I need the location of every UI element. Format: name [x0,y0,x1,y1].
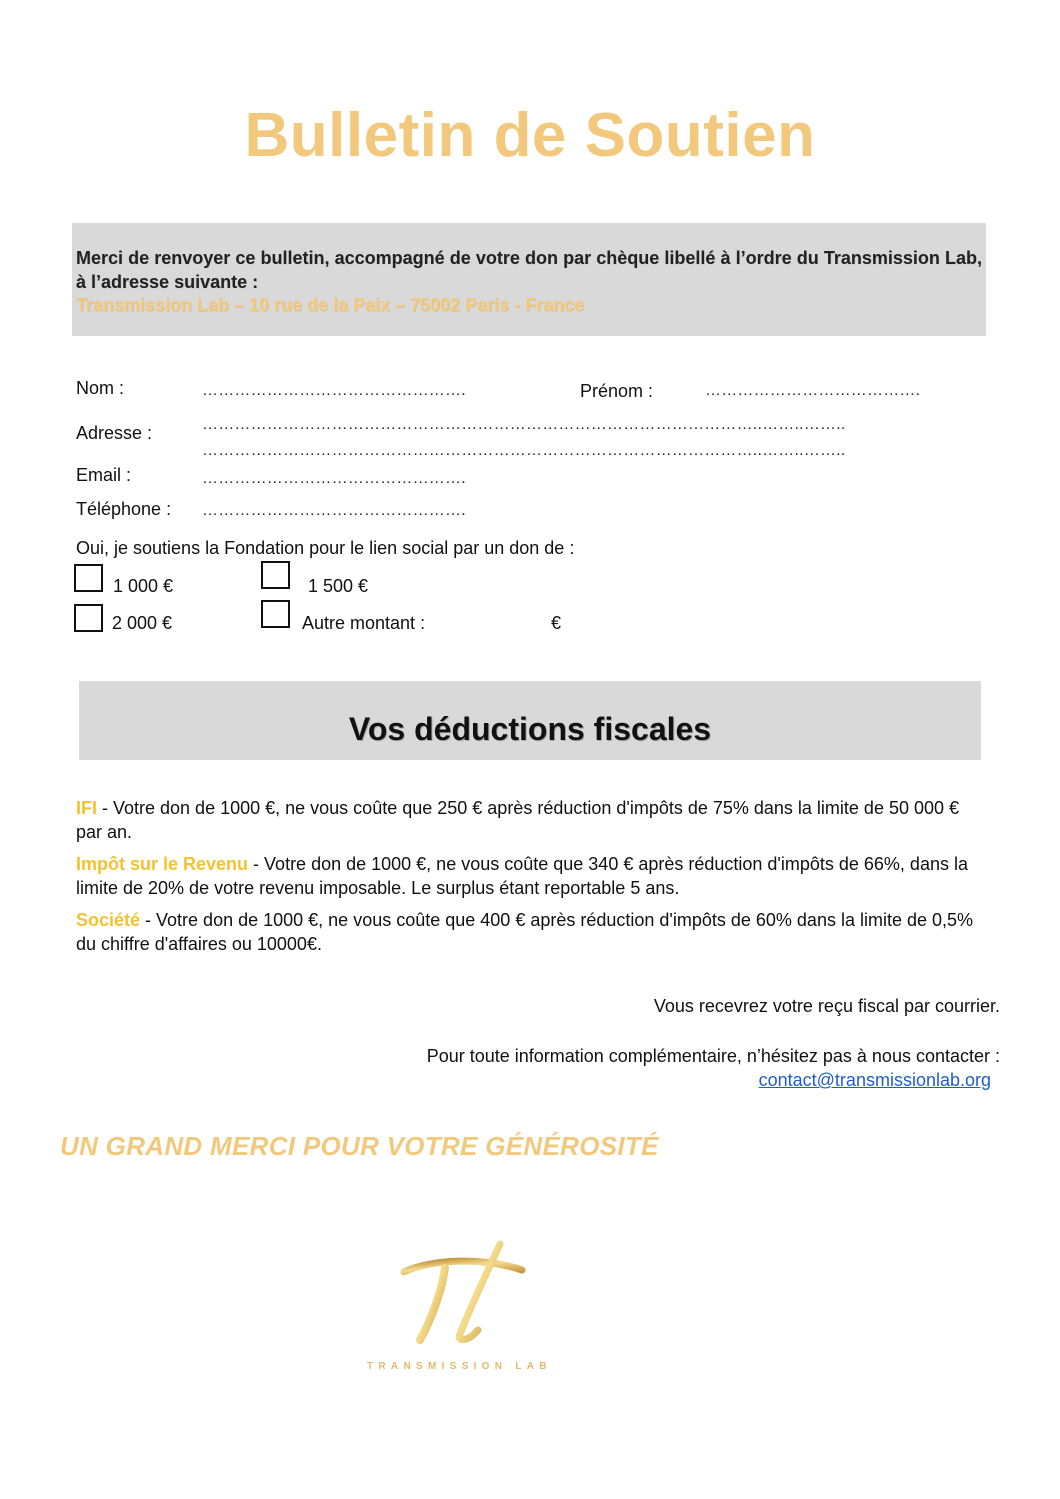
deduction-ifi [76,796,986,844]
prenom-field[interactable]: …………………………………. [705,382,921,399]
deduction-societe [76,908,986,956]
mailing-address: Transmission Lab – 10 rue de la Paix – 75002 Paris - France [76,295,585,315]
intro-text: Merci de renvoyer ce bulletin, accompagné de votre don par chèque libellé à l’ordre du Transmission Lab, à l’adresse suivante : [76,248,982,292]
adresse-field-line1[interactable]: …………………………………………………………………………………………..……..…….. [202,416,846,433]
logo-monogram-icon [360,1230,580,1360]
deductions-title: Vos déductions fiscales [348,711,712,747]
nom-field[interactable]: …………………………………………. [202,382,466,399]
contact-email-link[interactable]: contact@transmissionlab.org [758,1070,991,1090]
email-field[interactable]: …………………………………………. [202,470,466,487]
support-text: Oui, je soutiens la Fondation pour le lien social par un don de : [76,538,575,558]
logo [360,1230,580,1380]
nom-label: Nom : [76,378,125,398]
receipt-note: Vous recevrez votre reçu fiscal par courrier. [653,996,1000,1016]
logo-text: TRANSMISSION LAB [367,1361,552,1372]
checkbox-1000[interactable] [74,564,103,592]
option-1500-label: 1 500 € [308,576,369,596]
telephone-field[interactable]: …………………………………………. [202,502,466,519]
page-title: Bulletin de Soutien [244,101,816,170]
ifi-label: IFI [76,798,97,818]
prenom-label: Prénom : [580,381,654,401]
adresse-label: Adresse : [76,423,153,443]
checkbox-1500[interactable] [261,561,290,589]
telephone-label: Téléphone : [76,499,172,519]
ir-label: Impôt sur le Revenu [76,854,249,874]
societe-label: Société [76,910,141,930]
thanks-message: UN GRAND MERCI POUR VOTRE GÉNÉROSITÉ [60,1131,659,1161]
option-1000-label: 1 000 € [113,576,174,596]
email-label: Email : [76,465,132,485]
option-autre-label: Autre montant : [302,613,426,633]
ifi-text: - Votre don de 1000 €, ne vous coûte que 250 € après réduction d'impôts de 75% dans la limite de 50 000 € par an. [76,798,960,842]
adresse-field-line2[interactable]: …………………………………………………………………………………………..……..…….. [202,442,846,459]
info-note: Pour toute information complémentaire, n’hésitez pas à nous contacter : [426,1046,1000,1066]
ir-text: - Votre don de 1000 €, ne vous coûte que 340 € après réduction d'impôts de 66%, dans la limite de 20% de votre revenu imposable. Le surplus étant reportable 5 ans. [76,854,968,898]
societe-text: - Votre don de 1000 €, ne vous coûte que 400 € après réduction d'impôts de 60% dans la limite de 0,5% du chiffre d'affaires ou 10000€. [76,910,974,954]
checkbox-2000[interactable] [74,604,103,632]
deduction-ir [76,852,986,900]
checkbox-autre[interactable] [261,600,290,628]
option-2000-label: 2 000 € [112,613,173,633]
currency-symbol: € [551,613,562,633]
